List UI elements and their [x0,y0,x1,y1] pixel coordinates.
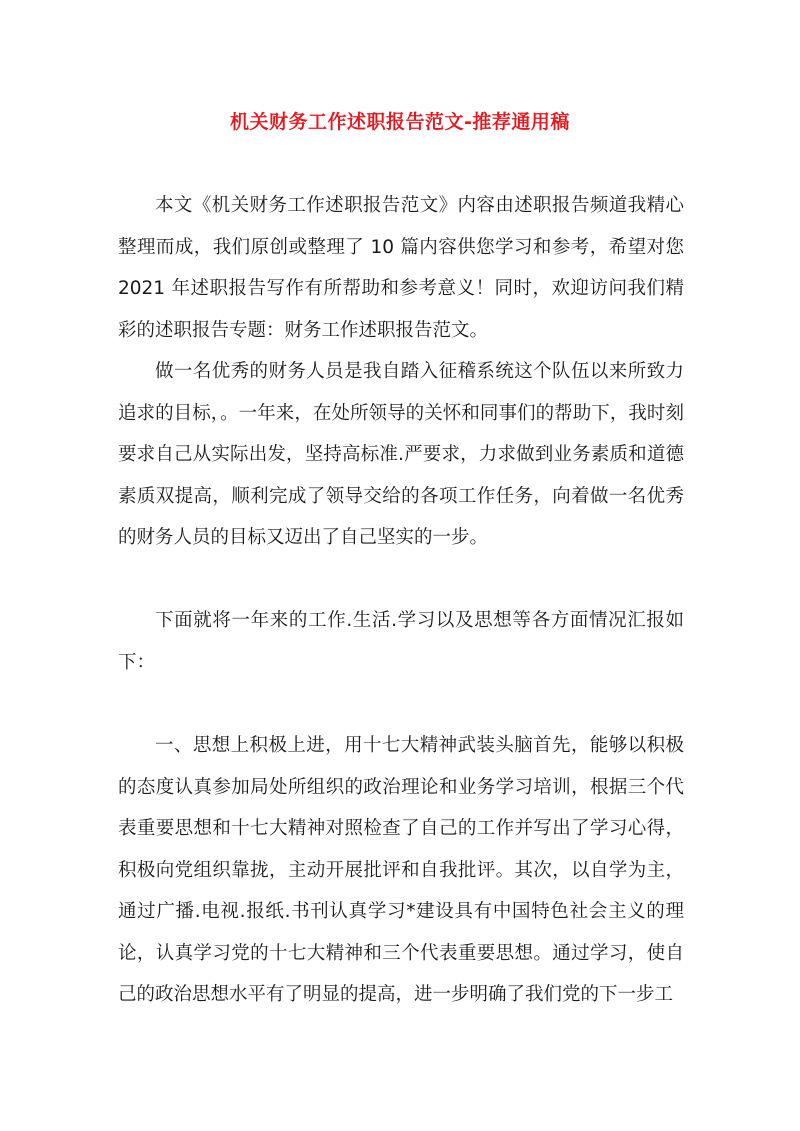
paragraph-intro: 本文《机关财务工作述职报告范文》内容由述职报告频道我精心整理而成，我们原创或整理了 10 篇内容供您学习和参考，希望对您 2021 年述职报告写作有所帮助和参考意义！同时，欢迎访问我们精彩的述职报告专题：财务工作述职报告范文。 [118,195,684,341]
paragraph-section-one: 一、思想上积极上进，用十七大精神武装头脑首先，能够以积极的态度认真参加局处所组织的政治理论和业务学习培训，根据三个代表重要思想和十七大精神对照检查了自己的工作并写出了学习心得，积极向党组织靠拢，主动开展批评和自我批评。其次，以自学为主，通过广播.电视.报纸.书刊认真学习*建设具有中国特色社会主义的理论，认真学习党的十七大精神和三个代表重要思想。通过学习，使自己的政治思想水平有了明显的提高，进一步明确了我们党的下一步工 [118,735,684,1005]
paragraph-report-lead: 下面就将一年来的工作.生活.学习以及思想等各方面情况汇报如下： [118,610,684,673]
paragraph-goal: 做一名优秀的财务人员是我自踏入征稽系统这个队伍以来所致力追求的目标，。一年来，在处所领导的关怀和同事们的帮助下，我时刻要求自己从实际出发，坚持高标准.严要求，力求做到业务素质和道德素质双提高，顺利完成了领导交给的各项工作任务，向着做一名优秀的财务人员的目标又迈出了自己坚实的一步。 [118,361,684,548]
document-title: 机关财务工作述职报告范文-推荐通用稿 [230,111,570,133]
